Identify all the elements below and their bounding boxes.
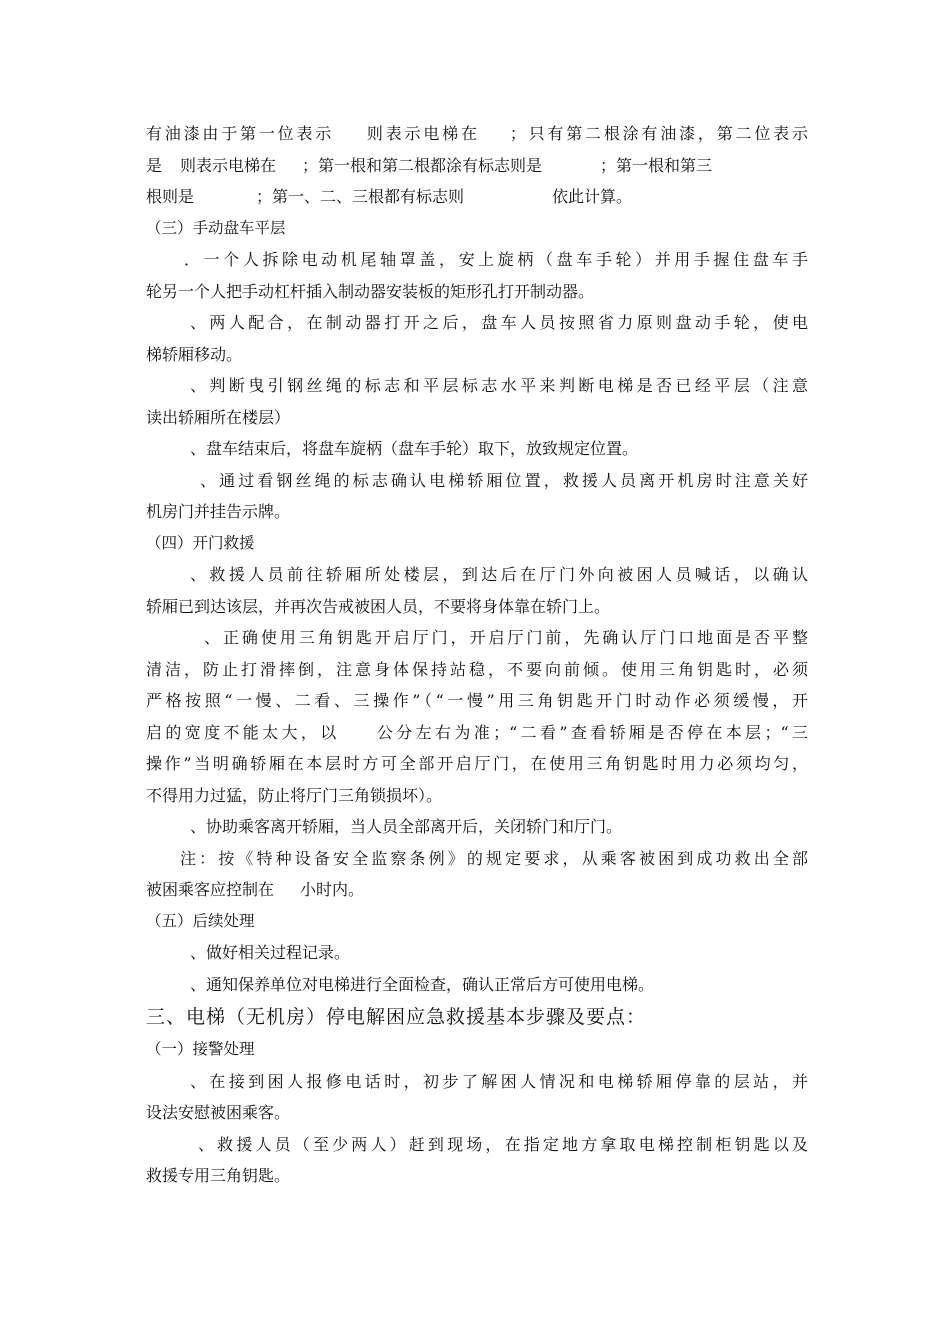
text-run: 启的宽度不能太大，以 [146,722,340,742]
paragraph-line: 机房门并挂告示牌。 [146,502,291,521]
paragraph-line: 、判断曳引钢丝绳的标志和平层标志水平来判断电梯是否已经平层（注意 [190,376,808,395]
text-run: 公分左右为准；“二看”查看轿厢是否停在本层；“三 [373,722,808,742]
text-run: ；第一根和第三 [600,155,713,175]
paragraph-line: 、两人配合，在制动器打开之后，盘车人员按照省力原则盘动手轮，使电 [190,313,808,332]
paragraph-line: 、在接到困人报修电话时，初步了解困人情况和电梯轿厢停靠的层站，并 [190,1071,808,1091]
paragraph-line: 、做好相关过程记录。 [190,943,351,962]
chapter-heading: 三、电梯（无机房）停电解困应急救援基本步骤及要点： [146,1006,647,1028]
note-line: 注：按《特种设备安全监察条例》的规定要求，从乘客被困到成功救出全部 [180,848,808,868]
section-heading: （五）后续处理 [146,911,255,930]
paragraph-line: 救援专用三角钥匙。 [146,1166,291,1185]
paragraph-line: 设法安慰被困乘客。 [146,1103,291,1122]
paragraph-line: 、通知保养单位对电梯进行全面检查，确认正常后方可使用电梯。 [190,974,655,994]
paragraph-line: 操作”当明确轿厢在本层时方可全部开启厅门，在使用三角钥匙时用力必须均匀， [146,754,808,773]
paragraph-line [146,118,808,150]
section-heading: （一）接警处理 [146,1040,255,1058]
paragraph-line: ．一个人拆除电动机尾轴罩盖，安上旋柄（盘车手轮）并用手握住盘车手 [184,250,808,269]
paragraph-line: 不得用力过猛，防止将厅门三角锁损坏）。 [146,785,443,805]
paragraph-line: 、通过看钢丝绳的标志确认电梯轿厢位置，救援人员离开机房时注意关好 [200,470,808,490]
text-run: 是 [146,155,163,175]
section-heading: （三）手动盘车平层 [146,218,286,237]
paragraph-line: 、协助乘客离开轿厢，当人员全部离开后，关闭轿门和厅门。 [190,817,623,836]
document-page [146,118,808,1192]
paragraph-line: 、救援人员前往轿厢所处楼层，到达后在厅门外向被困人员喊话，以确认 [190,565,808,584]
paragraph-line: 、正确使用三角钥匙开启厅门，开启厅门前，先确认厅门口地面是否平整 [204,628,808,647]
text-run: ；第一根和第二根都涂有标志则是 [302,155,543,175]
text-run: 被困乘客应控制在 [146,880,275,899]
text-run: ；只有第二根涂有油漆，第二位表示 [509,124,808,143]
text-run: 依此计算。 [552,187,633,206]
text-run: 则表示电梯在 [364,124,480,143]
paragraph-line [146,150,808,182]
paragraph-line: 读出轿厢所在楼层） [146,407,291,427]
text-run: 小时内。 [300,880,365,899]
paragraph-line: 严格按照“一慢、二看、三操作”（“一慢”用三角钥匙开门时动作必须缓慢，开 [146,691,808,710]
paragraph-line: 轿厢已到达该层，并再次告戒被困人员，不要将身体靠在轿门上。 [146,596,611,616]
paragraph-line: 、盘车结束后，将盘车旋柄（盘车手轮）取下，放致规定位置。 [190,439,639,458]
paragraph-line [146,717,808,749]
text-run: ；第一、二、三根都有标志则 [256,187,465,206]
paragraph-line: 轮另一个人把手动杠杆插入制动器安装板的矩形孔打开制动器。 [146,281,595,301]
text-run: 有油漆由于第一位表示 [146,124,335,143]
text-run: 则表示电梯在 [180,155,277,175]
section-heading: （四）开门救援 [146,533,255,552]
text-run: 根则是 [146,187,195,206]
note-line [146,874,808,906]
paragraph-line: 清洁，防止打滑摔倒，注意身体保持站稳，不要向前倾。使用三角钥匙时，必须 [146,659,808,679]
paragraph-line: 、救援人员（至少两人）赶到现场，在指定地方拿取电梯控制柜钥匙以及 [198,1134,808,1154]
paragraph-line [146,181,808,213]
paragraph-line: 梯轿厢移动。 [146,344,243,364]
